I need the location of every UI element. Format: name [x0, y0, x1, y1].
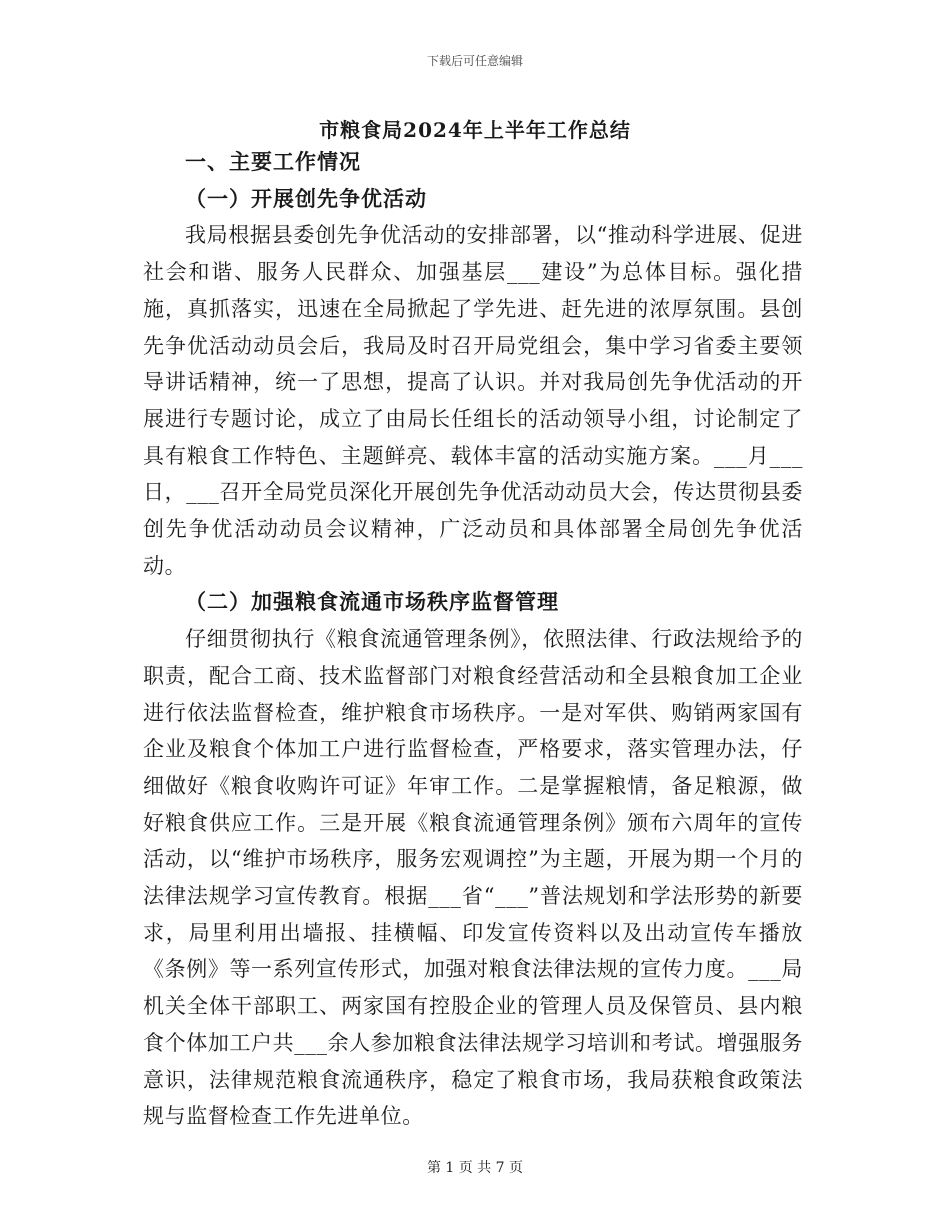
page-footer: 第 1 页 共 7 页 [426, 1160, 524, 1176]
paragraph-activity: 我局根据县委创先争优活动的安排部署，以“推动科学进展、促进社会和谐、服务人民群众、加强基层___建设”为总体目标。强化措施，真抓落实，迅速在全局掀起了学先进、赶先进的浓厚氛围。县创先争优活动动员会后，我局及时召开局党组会，集中学习省委主要领导讲话精神，统一了思想，提高了认识。并对我局创先争优活动的开展进行专题讨论，成立了由局长任组长的活动领导小组，讨论制定了具有粮食工作特色、主题鲜亮、载体丰富的活动实施方案。___月___日，___召开全局党员深化开展创先争优活动动员大会，传达贯彻县委创先争优活动动员会议精神，广泛动员和具体部署全局创先争优活动。 [143, 223, 803, 578]
header-note: 下载后可任意编辑 [426, 54, 523, 68]
paragraph-market-supervision: 仔细贯彻执行《粮食流通管理条例》，依照法律、行政法规给予的职责，配合工商、技术监督部门对粮食经营活动和全县粮食加工企业进行依法监督检查，维护粮食市场秩序。一是对军供、购销两家国有企业及粮食个体加工户进行监督检查，严格要求，落实管理办法，仔细做好《粮食收购许可证》年审工作。二是掌握粮情，备足粮源，做好粮食供应工作。三是开展《粮食流通管理条例》颁布六周年的宣传活动，以“维护市场秩序，服务宏观调控”为主题，开展为期一个月的法律法规学习宣传教育。根据___省“___”普法规划和学法形势的新要求，局里利用出墙报、挂横幅、印发宣传资料以及出动宣传车播放《条例》等一系列宣传形式，加强对粮食法律法规的宣传力度。___局机关全体干部职工、两家国有控股企业的管理人员及保管员、县内粮食个体加工户共___余人参加粮食法律法规学习培训和考试。增强服务意识，法律规范粮食流通秩序，稳定了粮食市场，我局获粮食政策法规与监督检查工作先进单位。 [143, 627, 803, 1129]
subsection-heading-activity: （一）开展创先争优活动 [185, 185, 427, 211]
section-heading-main-work: 一、主要工作情况 [185, 149, 361, 174]
subsection-heading-market-supervision: （二）加强粮食流通市场秩序监督管理 [185, 589, 559, 615]
document-body [143, 144, 803, 1135]
document-title: 市粮食局2024年上半年工作总结 [319, 118, 631, 142]
